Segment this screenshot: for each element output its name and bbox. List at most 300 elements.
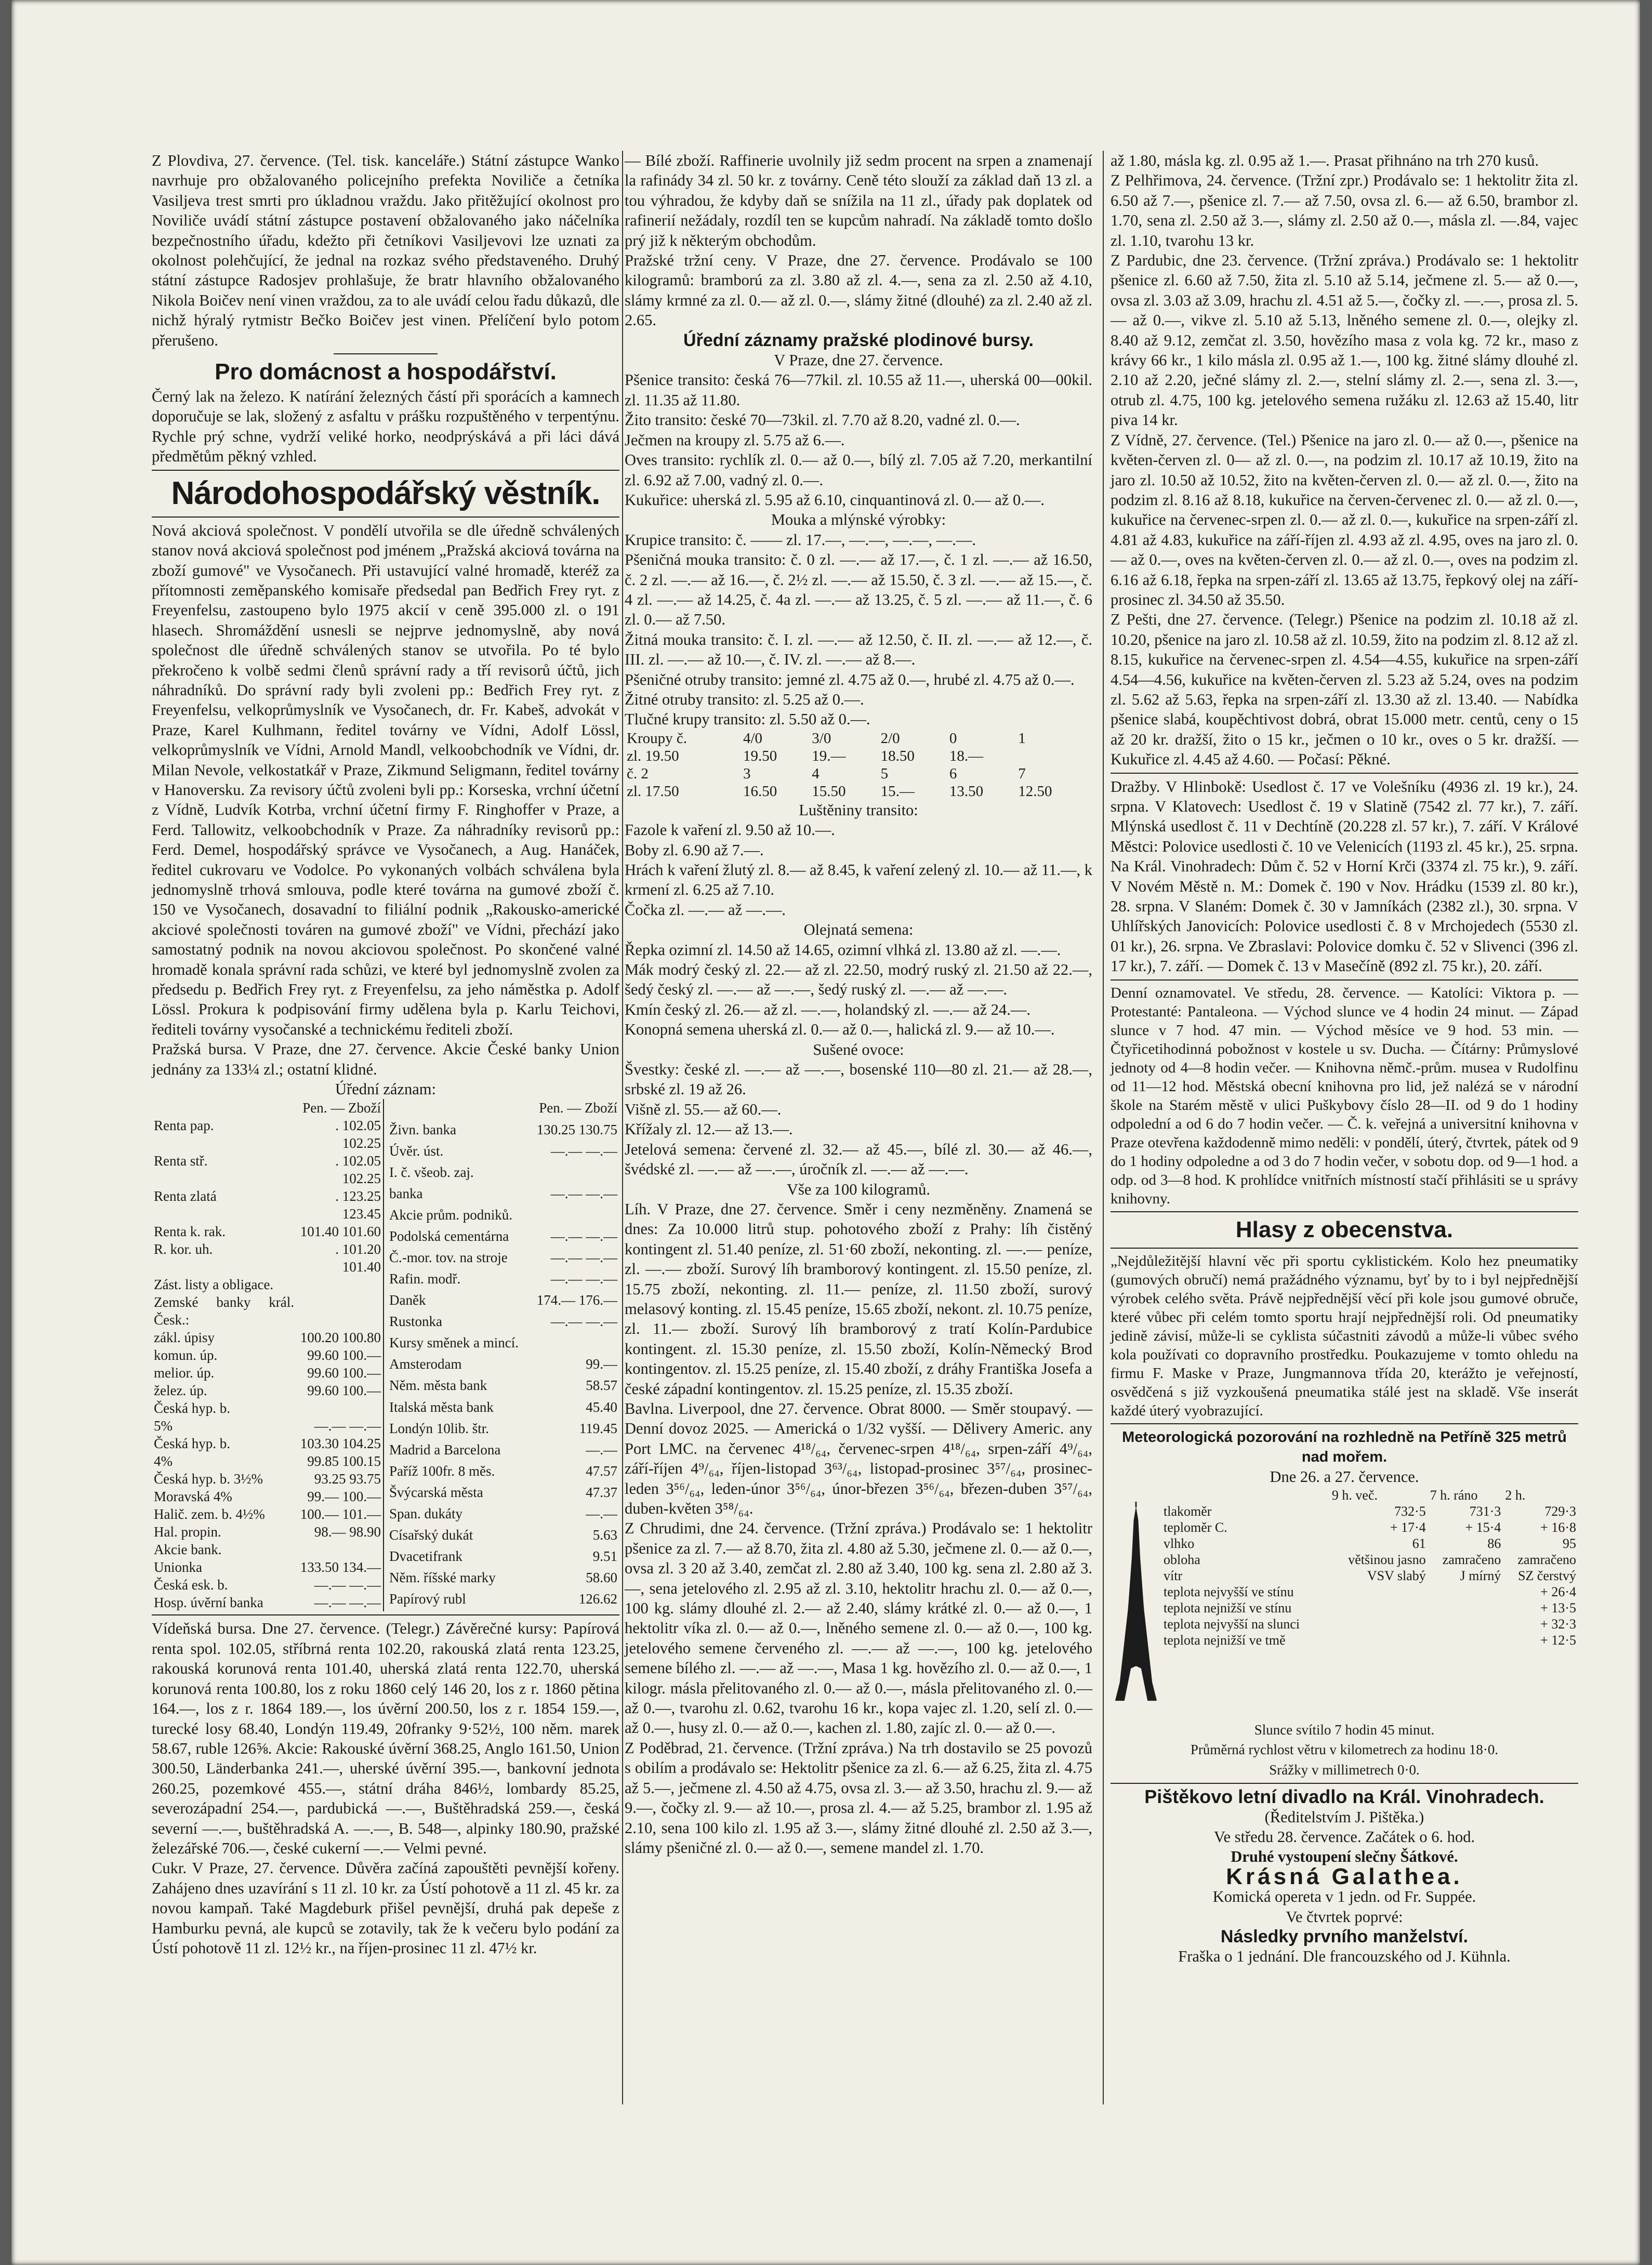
table-cell: 103.30 104.25 — [300, 1436, 381, 1452]
table-cell: + 26·4 — [1540, 1584, 1576, 1599]
table-cell: Renta pap. — [154, 1118, 214, 1134]
subheading-lusteniny: Luštěniny transito: — [799, 801, 918, 819]
price-visne: Višně zl. 55.— až 60.—. — [625, 1100, 782, 1118]
bourse-table-right — [387, 1099, 619, 1611]
table-cell: 9.51 — [592, 1548, 617, 1565]
table-cell: 5.63 — [592, 1527, 617, 1543]
table-cell: 101.40 101.60 — [300, 1224, 381, 1240]
table-row — [152, 1364, 384, 1382]
table-cell: Moravská 4% — [154, 1489, 232, 1505]
article-prazska-bursa: Pražská bursa. V Praze, dne 27. července. Akcie České banky Union jednány za 133¼ zl.; ostatní klidné. — [152, 1040, 619, 1078]
divider — [1111, 1783, 1578, 1784]
table-cell: + 32·3 — [1540, 1616, 1576, 1632]
table-cell: želez. úp. — [154, 1383, 207, 1399]
table-row — [152, 1488, 384, 1505]
subheading-susene: Sušené ovoce: — [813, 1040, 904, 1058]
table-row — [152, 1541, 384, 1558]
table-row — [387, 1142, 619, 1163]
article-plovdiv: Z Plovdiva, 27. července. (Tel. tisk. kanceláře.) Státní zástupce Wanko navrhuje pro obžalovaného policejního prefekta Noviliče a četníka Vasiljeva trest smrti pro úkladnou vraždu. Jako přitěžující okolnost pro Noviliče uvádí státní zástupce postavení obžalovaného jako náčelníka bezpečnostního úřadu, kdežto při četníkovi Vasiljevovi lze uznati za okolnost polehčující, že jednal na rozkaz svého představeného. Druhý státní zástupce Radosjev prohlašuje, že bratr hlavního obžalovaného Nikola Boičev není vinen vraždou, za to ale uvádí celou řadu důkazů, dle nichž hýralý rytmistr Bečko Boičev jest vinen. Přelíčení bylo potom přerušeno. — [152, 152, 619, 349]
petrin-tower-icon — [1111, 1489, 1161, 1718]
column-rule — [1103, 151, 1104, 2104]
table-cell: Londýn 10lib. štr. — [389, 1420, 490, 1436]
price-konopna: Konopná semena uherská zl. 0.— až 0.—, halická zl. 9.— až 10.—. — [625, 1021, 1055, 1039]
price-kukurice: Kukuřice: uherská zl. 5.95 až 6.10, cinquantinová zl. 0.— až 0.—. — [625, 491, 1045, 509]
article-cukr: Cukr. V Praze, 27. července. Důvěra začíná zapouštěti pevnější kořeny. Zahájeno dnes uzavírání s 11 zl. 10 kr. za Ústí pohotově a 11 zl. 45 kr. za novou kampaň. Také Magdeburk přišel pevnější, druhá pak depeše z Hamburku pevná, ale kupců se zotavily, tak že k večeru bylo podání za Ústí pohotově 11 zl. 12½ kr., na říjen-prosinec 11 zl. 47½ kr. — [152, 1859, 619, 1957]
table-header: 9 h. več. — [1331, 1487, 1378, 1503]
table-cell: vítr — [1164, 1568, 1183, 1583]
table-cell: 99.85 100.15 — [307, 1453, 381, 1469]
table-cell: 4% — [154, 1453, 173, 1469]
table-cell — [152, 1099, 296, 1117]
table-cell: 100.20 100.80 — [300, 1330, 381, 1346]
table-row — [387, 1398, 619, 1420]
table-cell: —.— —.— — [550, 1185, 617, 1201]
table-cell: 45.40 — [586, 1399, 617, 1415]
article-pardubice: Z Pardubic, dne 23. července. (Tržní zpráva.) Prodávalo se: 1 hektolitr pšenice zl. 6.60 až 7.50, žita zl. 5.10 až 5.14, ječmene zl. 5.— až 0.—, ovsa zl. 3.03 až 3.09, hrachu zl. 4.51 až 5.—, čočky zl. —.—, prosa zl. 5.— až 0.—, vikve zl. 5.10 až 5.13, lněného semene zl. 0.—, olejky zl. 8.40 až 9.12, zemčat zl. 3.50, hovězího masa z vola kg. 72 kr., maso z krávy 66 kr., 1 kilo másla zl. 0.95 až 1.—, 100 kg. žitné slámy dlouhé zl. 2.10 až 2.20, ječné slámy zl. 2.—, stelní slámy zl. 2.—, sena zl. 3.—, otrub zl. 4.75, 100 kg. jetelového semena ružáku zl. 12.63 až 15.40, litr piva 14 kr. — [1111, 251, 1578, 429]
table-cell: Akcie prům. podniků. — [389, 1207, 512, 1223]
table-cell: 16.50 — [743, 783, 777, 800]
table-row — [1161, 1503, 1578, 1519]
table-cell: zákl. úpisy — [154, 1330, 215, 1346]
table-cell — [296, 1541, 384, 1558]
table-cell: 47.37 — [586, 1484, 617, 1500]
column-right — [1111, 151, 1578, 1967]
table-cell: 19.50 — [743, 747, 777, 764]
table-cell: 174.— 176.— — [536, 1292, 617, 1308]
theatre-next-desc: Fraška o 1 jednání. Dle francouzského od J. Kühnla. — [1178, 1948, 1511, 1966]
table-row — [387, 1462, 619, 1483]
table-cell — [1330, 1600, 1428, 1616]
article-videnska-bursa: Vídeňská bursa. Dne 27. července. (Telegr.) Závěrečné kursy: Papírová renta spol. 102.05, stříbrná renta 102.20, rakouská zlatá renta 123.25, rakouská korunová renta 101.40, uherská zlatá renta 122.70, uherská korunová renta 100.80, los z roku 1860 celý 146 20, los z r. 1860 pětina 164.—, los z r. 1864 189.—, los úvěrní 200.50, los z r. 1854 159.—, turecké losy 68.40, Londýn 119.49, 20franky 9·52½, 100 něm. marek 58.67, ruble 126⅝. Akcie: Rakouské úvěrní 368.25, Anglo 161.50, Union 300.50, Länderbanka 241.—, uherské úvěrní 395.—, bankovní jednota 260.25, pozemkové 455.—, státní dráha 846½, lombardy 85.25, severozápadní 254.—, pardubická —.—, Buštěhradská 259.—, česká severní —.—, buštěhradská A. —.—, B. 548—, alpinky 180.90, pražské železářské 706.—, české cukerní —.— Velmi pevné. — [152, 1620, 619, 1857]
table-cell — [529, 1206, 619, 1227]
article-hlasy: „Nejdůležitější hlavní věc při sportu cyklistickém. Kolo hez pneumatiky (gumových obručí) nemá pražádného významu, byť by to i byl nejpřednější výrobek celého světa. Právě nejpřednější věcí při kole jsou gumové obruče, které vůbec při celém tomto sportu hrají nejpřednější roli. Od pneumatiky jedině závisí, může-li se cyklista súčastniti závodů a může-li vůbec svého kola používati co dopravního prostředku. Poukazujeme v tomto ohledu na firmu F. Maske v Praze, Jungmannova třída 20, kterážto je veřejností, osvědčená s již vyzkoušená pneumatika stálé jest na skladě. Vše inserát každé úterý vyobrazující. — [1111, 1252, 1578, 1419]
table-cell: teplota nejnižší ve stínu — [1164, 1600, 1292, 1615]
price-psenicna-mouka: Pšeničná mouka transito: č. 0 zl. —.— až 17.—, č. 1 zl. —.— až 16.50, č. 2 zl. —.— až 16.—, č. 2½ zl. —.— až 15.50, č. 3 zl. —.— až 15.—, č. 4 zl. —.— až 14.25, č. 4a zl. —.— až 13.25, č. 5 zl. —.— až 11.—, č. 6 zl. 0.— až 7.50. — [625, 551, 1092, 629]
table-cell: I. č. všeob. zaj. — [389, 1164, 474, 1180]
table-cell: 19.— — [812, 747, 846, 764]
table-cell: Renta stř. — [154, 1153, 208, 1169]
table-cell: Renta k. rak. — [154, 1224, 226, 1240]
dateline: V Praze, dne 27. července. — [774, 351, 943, 369]
table-row — [152, 1417, 384, 1435]
table-cell: 13.50 — [949, 783, 984, 800]
table-header — [1161, 1487, 1330, 1503]
table-row — [152, 1594, 384, 1611]
table-row — [387, 1441, 619, 1462]
section-heading-domacnost: Pro domácnost a hospodářství. — [215, 359, 557, 385]
table-cell: obloha — [1164, 1552, 1200, 1567]
table-cell: vlhko — [1164, 1535, 1195, 1551]
theatre-direction: (Ředitelstvím J. Pištěka.) — [1264, 1808, 1424, 1826]
table-cell: Madrid a Barcelona — [389, 1441, 501, 1458]
table-cell: 18.50 — [880, 747, 915, 764]
article-bile-zbozi: — Bílé zboží. Raffinerie uvolnily již sedm procent na srpen a znamenají la rafinády 34 zl. 50 kr. z továrny. Ceně této slouží za základ daň 13 zl. a tou výhradou, že kdyby daň se snížila na 11 zl., úřady pak doplatek od rafinerií nežádaly, rozdíl ten se kupcům nahradí. Na základě tomto došlo prý již k některým obchodům. — [625, 152, 1092, 249]
table-cell: teplota nejvyšší na slunci — [1164, 1616, 1300, 1632]
table-cell: 47.57 — [586, 1463, 617, 1479]
table-row — [1161, 1568, 1578, 1584]
table-row — [152, 1223, 384, 1240]
table-header: 2 h. — [1505, 1487, 1526, 1503]
table-cell: 732·5 — [1394, 1503, 1426, 1519]
table-row — [387, 1483, 619, 1505]
table-cell: 4 — [812, 765, 820, 782]
table-cell: —.— — [586, 1441, 617, 1458]
table-cell: 2/0 — [880, 730, 900, 747]
table-cell: . 102.05 102.25 — [335, 1118, 381, 1151]
table-cell: 12.50 — [1018, 783, 1052, 800]
table-row — [152, 1399, 384, 1417]
article-denni-oznamovatel: Denní oznamovatel. Ve středu, 28. července. — Katolíci: Viktora p. — Protestanté: Pantaleona. — Východ slunce ve 4 hodin 24 minut. — Západ slunce v 7 hod. 47 min. — Východ měsíce ve 9 hod. 53 min. — Čtyřicetihodinná pobožnost v kostele u sv. Ducha. — Čítárny: Průmyslové jednoty od 4—8 hodin večer. — Knihovna němč.-prům. musea v Rudolfinu od 11—12 hod. Městská obecní knihovna pro lid, jež nalézá se v národní škole na Starém městě v ulici Puškybovy číslo 28—II. od 9 do 1 hodiny odpolední a od 6 do 7 hodin večer. — Č. k. veřejná a universitní knihovna v Praze otevřena každodenně mimo neděli: v pondělí, úterý, čtvrtek, pátek od 9 do 1 hodiny odpoledne a od 3 do 7 hodin večer, v sobotu dop. od 9—1 hod. a odp. od 3—8 hod. K prohlídce vnitřních místností stačí přihlásiti se u správy knihovny. — [1111, 984, 1578, 1207]
table-row — [152, 1187, 384, 1223]
table-cell: —.— —.— — [550, 1314, 617, 1330]
table-row — [387, 1291, 619, 1313]
table-cell: 15.— — [880, 783, 915, 800]
table-row — [152, 1435, 384, 1452]
table-row — [1161, 1519, 1578, 1535]
meteo-table — [1161, 1487, 1578, 1648]
table-row — [387, 1334, 619, 1355]
table-cell: —.— —.— — [314, 1595, 381, 1611]
table-row — [152, 1276, 384, 1293]
table-cell: Něm. říšské marky — [389, 1570, 496, 1586]
table-cell: Česká hyp. b. 3½% — [154, 1471, 263, 1487]
table-row — [152, 1576, 384, 1594]
table-cell: Č.-mor. tov. na stroje — [389, 1250, 508, 1266]
theatre-next: Ve čtvrtek poprvé: — [1286, 1908, 1403, 1926]
table-cell: VSV slabý — [1367, 1568, 1426, 1583]
theatre-play-desc: Komická opereta v 1 jedn. od Fr. Suppée. — [1212, 1888, 1476, 1906]
table-row — [152, 1346, 384, 1364]
table-heading: Úřední záznam: — [335, 1080, 436, 1098]
article-trzni-ceny: Pražské tržní ceny. V Praze, dne 27. července. Prodávalo se 100 kilogramů: bramború za zl. 3.80 až zl. 4.—, sena za zl. 2.50 až 4.10, slámy krmné za zl. 0.— až zl. 0.—, slámy žitné (dlouhé) za zl. 2.40 až zl. 2.65. — [625, 251, 1092, 329]
table-cell: komun. úp. — [154, 1347, 218, 1363]
table-cell: —.— —.— — [314, 1418, 381, 1434]
divider — [1111, 1423, 1578, 1424]
table-row — [387, 1526, 619, 1547]
table-cell: 99.— — [586, 1356, 617, 1372]
divider — [152, 470, 619, 471]
table-cell: Pen. — Zboží — [302, 1100, 381, 1116]
table-cell: 133.50 134.— — [300, 1559, 381, 1575]
price-psenice: Pšenice transito: česká 76—77kil. zl. 10.55 až 11.—, uherská 00—00kil. zl. 11.35 až 11.80. — [625, 371, 1092, 409]
table-cell: 119.45 — [579, 1420, 617, 1436]
table-cell: 100.— 101.— — [300, 1506, 381, 1522]
table-cell: 61 — [1412, 1535, 1426, 1551]
subheading-olejnata: Olejnatá semena: — [803, 921, 914, 939]
table-cell: —.— — [586, 1505, 617, 1521]
price-cocka: Čočka zl. —.— až —.—. — [625, 900, 786, 919]
table-cell — [296, 1293, 384, 1329]
table-cell: 729·3 — [1544, 1503, 1576, 1519]
divider — [1111, 1248, 1578, 1249]
column-rule — [622, 151, 623, 2104]
price-krupice: Krupice transito: č. —— zl. 17.—, —.—, —.—, —.—. — [625, 531, 976, 549]
price-otruby: Pšeničné otruby transito: jemné zl. 4.75 až 0.—, hrubé zl. 4.75 až 0.—. — [625, 670, 1075, 688]
meteo-block — [1111, 1487, 1578, 1720]
table-cell: J mírný — [1460, 1568, 1501, 1583]
table-cell: Paříž 100fr. 8 měs. — [389, 1463, 495, 1479]
kroupy-table — [625, 730, 1092, 800]
article-pest: Z Pešti, dne 27. července. (Telegr.) Pšenice na podzim zl. 10.18 až zl. 10.20, pšenice na jaro zl. 10.58 až zl. 10.59, žito na podzim zl. 8.12 až zl. 8.15, kukuřice na červenec-srpen zl. 4.54—4.55, kukuřice na srpen-září 4.54—4.56, kukuřice na květen-červen zl. 5.23 až 5.24, oves na podzim zl. 5.62 až 5.63, řepka na srpen-září zl. 13.30 až zl. 13.40. — Nabídka pšenice slabá, koupěchtivost dobrá, obrat 15.000 metr. centů, ceny o 15 až 20 kr. dražší, žito o 15 kr., ječmen o 10 kr., oves o 5 kr. dražší. — Kukuřice zl. 4.45 až 4.60. — Počasí: Pěkné. — [1111, 611, 1578, 769]
table-cell: Rafin. modř. — [389, 1271, 461, 1287]
table-cell: 0 — [949, 730, 957, 747]
table-row — [152, 1452, 384, 1470]
table-cell: 58.57 — [586, 1377, 617, 1394]
bourse-table-left — [152, 1099, 384, 1611]
table-row — [387, 1569, 619, 1590]
newspaper-page — [11, 0, 1640, 2265]
table-cell: Amsterodam — [389, 1356, 462, 1372]
table-row — [387, 1313, 619, 1334]
table-cell: Rustonka — [389, 1314, 443, 1330]
table-cell: teplota nejvyšší ve stínu — [1164, 1584, 1294, 1599]
table-cell: —.— —.— — [550, 1271, 617, 1287]
article-spolecnost: Nová akciová společnost. V pondělí utvořila se dle úředně schválených stanov nová akciová společnost pod jménem „Pražská akciová továrna na zboží gumové" ve Vysočanech. Při ustavující valné hromadě, kteréž za přítomnosti zeměpanského komisaře předsedal pan Bedřich Frey ryt. z Freyenfelsu, zastoupeno bylo 1975 akcií v ceně 395.000 zl. o 191 hlasech. Shromáždění usnesli se nejprve jednomyslně, aby nová společnost dle úředně schválených stanov se utvořila. Po té bylo překročeno k volbě sedmi členů správní rady a tří revisorů účtů, jich náhradníků. Do správní rady byli zvoleni pp.: Bedřich Frey ryt. z Freyenfelsu, velkoprůmyslník ve Vysočanech, dr. Fr. Kabeš, advokát v Praze, Karel Kulhmann, ředitel továrny ve Vídni, Adolf Lössl, velkoprůmyslník ve Vídni, Arnold Mandl, velkoobchodník ve Vídni, dr. Milan Nevole, velkostatkář v Praze, Zikmund Seligmann, ředitel továrny v Hanoversku. Za revisory účtů zvoleni byli pp.: Korseska, vrchní účetní z Vídně, Ludvík Kotrba, vrchní účetní firmy F. Ringhoffer v Praze, a Ferd. Tallowitz, velkoobchodník v Praze. Za náhradníky revisorů pp.: Ferd. Demel, hospodářský správce ve Vysočanech, a Aug. Hanáček, ředitel cukrovaru ve Vodolce. Po vykonaných volbách schválena byla jednomyslně trhová smlouva, podle které továrna na gumové zboží č. 150 ve Vysočanech, dosavadní to filiální podnik „Rakousko-americké akciové společnosti továren na gumové zboží" ve Vídni, přechází jako samostatný podnik na novou akciovou společnost. Po skončené valné hromadě konala správní rada schůzi, ve které byl jednomyslně zvolen za předsedu p. Bedřich Frey ryt. z Freyenfelsu, za jeho náměstka p. Adolf Lössl. Prokura k podpisování firmy udělena byla p. Karlu Teichovi, řediteli továrny vysočanské a technickému řediteli zboží. — [152, 521, 619, 1038]
table-cell: 93.25 93.75 — [314, 1471, 381, 1487]
table-cell: Podolská cementárna — [389, 1228, 509, 1244]
table-cell: 58.60 — [586, 1570, 617, 1586]
meteo-date: Dne 26. a 27. července. — [1270, 1468, 1419, 1486]
table-cell: + 13·5 — [1540, 1600, 1576, 1615]
table-row — [152, 1293, 384, 1329]
table-cell: . 123.25 123.45 — [335, 1188, 381, 1222]
table-cell: 15.50 — [812, 783, 846, 800]
subheading-mouka: Mouka a mlýnské výrobky: — [771, 511, 946, 529]
table-cell: 5% — [154, 1418, 173, 1434]
table-row — [1161, 1535, 1578, 1552]
table-cell: 3 — [743, 765, 751, 782]
table-cell: Švýcarská města — [389, 1484, 483, 1500]
table-cell: Unionka — [154, 1559, 202, 1575]
table-cell: 95 — [1563, 1535, 1576, 1551]
table-row — [152, 1099, 384, 1117]
table-cell: + 12·5 — [1540, 1632, 1576, 1648]
table-cell: 99.— 100.— — [307, 1489, 381, 1505]
table-cell: Italská města bank — [389, 1399, 494, 1415]
theatre-note: Druhé vystoupení slečny Šátkové. — [1231, 1848, 1458, 1866]
table-cell — [296, 1399, 384, 1417]
price-boby: Boby zl. 6.90 až 7.—. — [625, 841, 764, 859]
table-cell: —.— —.— — [550, 1143, 617, 1159]
table-cell: 126.62 — [578, 1591, 617, 1607]
price-jecmen: Ječmen na kroupy zl. 5.75 až 6.—. — [625, 431, 845, 449]
table-cell — [1428, 1632, 1503, 1648]
table-cell: Akcie bank. — [154, 1542, 222, 1558]
table-row — [1161, 1632, 1578, 1648]
meteo-footnote: Srážky v millimetrech 0·0. — [1269, 1761, 1420, 1778]
column-left — [152, 151, 619, 1958]
section-heading-vestnik: Národohospodářský věstník. — [171, 475, 600, 511]
table-row — [387, 1547, 619, 1569]
kroupy-label: Kroupy č. — [627, 730, 687, 747]
table-row — [152, 1117, 384, 1152]
price-zitna-mouka: Žitná mouka transito: č. I. zl. —.— až 12.50, č. II. zl. —.— až 12.—, č. III. zl. —.— až 10.—, č. IV. zl. —.— až 8.—. — [625, 630, 1092, 669]
table-header: 7 h. ráno — [1430, 1487, 1478, 1503]
table-row — [387, 1206, 619, 1227]
article-viden: Z Vídně, 27. července. (Tel.) Pšenice na jaro zl. 0.— až 0.—, pšenice na květen-červen zl. 0— až zl. 0.—, na podzim zl. 10.17 až 10.19, žito na jaro zl. 10.50 až 10.52, žito na květen-červen zl. 0.— až zl. 0.—, žito na podzim zl. 8.16 až 8.18, kukuřice na červen-červenec zl. 0.— až zl. 0.—, kukuřice na červenec-srpen zl. 0.— až zl. 0.—, kukuřice na srpen-září zl. 4.81 až 4.83, kukuřice na září-říjen zl. 4.93 až zl. 4.95, oves na jaro zl. 0.— až 0.—, oves na květen-červen zl. 0.— až zl. 0.—, oves na podzim zl. 6.16 až 6.18, řepka na srpen-září zl. 13.65 až 13.75, řepkový olej na září-prosinec zl. 34.50 až 35.50. — [1111, 431, 1578, 608]
table-row — [1161, 1600, 1578, 1616]
table-row — [387, 1121, 619, 1142]
price-jetelova: Jetelová semena: červené zl. 32.— až 45.—, bílé zl. 30.— až 46.—, švédské zl. —.— až —.—, úročník zl. —.— až —.—. — [625, 1140, 1092, 1178]
table-cell: zamračeno — [1517, 1552, 1576, 1567]
price-mak: Mák modrý český zl. 22.— až zl. 22.50, modrý ruský zl. 21.50 až 22.—, šedý český zl. —.— až —.—, šedý ruský zl. —.— až —.—. — [625, 961, 1092, 999]
table-cell: Hosp. úvěrní banka — [154, 1595, 263, 1611]
table-cell: 18.— — [949, 747, 984, 764]
divider — [152, 516, 619, 518]
table-cell: . 102.05 102.25 — [335, 1153, 381, 1187]
table-cell: zl. 17.50 — [627, 783, 679, 800]
divider — [152, 1614, 619, 1615]
table-cell: zamračeno — [1442, 1552, 1501, 1567]
price-zitne-otruby: Žitné otruby transito: zl. 5.25 až 0.—. — [625, 690, 864, 708]
table-row — [152, 1382, 384, 1399]
table-cell: SZ čerstvý — [1518, 1568, 1576, 1583]
article-podebrad: Z Poděbrad, 21. července. (Tržní zpráva.) Na trh dostavilo se 25 povozů s obilím a prodávalo se: Hektolitr pšenice za zl. 6.— až 6.25, žita zl. 4.75 až 5.—, ječmene zl. 4.50 až 4.75, ovsa zl. 3.— až 3.50, hrachu zl. 9.— až 9.—, čočky zl. 9.— až 10.—, prosa zl. 4.— až 5.25, brambor zl. 1.95 až 2.10, sena 100 kilo zl. 1.95 až 3.—, slámy žitné dlouhé zl. 2.50 až 3.—, slámy pšeničné zl. 0.— až 0.—, semene mandel zl. 1.70. — [625, 1739, 1092, 1857]
table-row — [152, 1558, 384, 1576]
table-cell: teploměr C. — [1164, 1519, 1227, 1535]
table-cell: 99.60 100.— — [307, 1347, 381, 1363]
table-cell: Hal. propin. — [154, 1524, 221, 1540]
table-cell: —.— —.— — [550, 1228, 617, 1244]
table-row — [152, 1523, 384, 1541]
table-row — [152, 1329, 384, 1346]
table-cell: Halič. zem. b. 4½% — [154, 1506, 265, 1522]
table-row — [387, 1249, 619, 1270]
note-vse: Vše za 100 kilogramů. — [786, 1180, 931, 1198]
section-heading-plodiny: Úřední záznamy pražské plodinové bursy. — [683, 330, 1034, 350]
table-cell: Něm. města bank — [389, 1377, 487, 1394]
table-cell — [387, 1099, 529, 1120]
table-cell: teplota nejnižší ve tmě — [1164, 1632, 1286, 1648]
price-zito: Žito transito: české 70—73kil. zl. 7.70 až 8.20, vadné zl. 0.—. — [625, 411, 1020, 429]
price-tlucne: Tlučné krupy transito: zl. 5.50 až 0.—. — [625, 710, 870, 728]
price-kmin: Kmín český zl. 26.— až zl. —.—, holandský zl. —.— až 24.—. — [625, 1000, 1030, 1018]
meteo-heading: Meteorologická pozorování na rozhledně na Petříně 325 metrů nad mořem. — [1122, 1428, 1567, 1466]
table-row — [387, 1376, 619, 1398]
table-cell: Daněk — [389, 1292, 426, 1308]
table-row — [152, 1152, 384, 1187]
table-row — [387, 1355, 619, 1376]
article-bavlna: Bavlna. Liverpool, dne 27. července. Obrat 8000. — Směr stoupavý. — Denní dovoz 2025. — Americká o 1/32 vyšší. — Dělivery Americ. any Port LMC. na červenec 4¹⁸/₆₄, červenec-srpen 4¹⁸/₆₄, srpen-září 4⁹/₆₄, září-říjen 4⁹/₆₄, říjen-listopad 3⁶³/₆₄, listopad-prosinec 3⁵⁷/₆₄, prosinec-leden 3⁵⁶/₆₄, leden-únor 3⁵⁶/₆₄, únor-březen 3⁵⁶/₆₄, březen-duben 3⁵⁷/₆₄, duben-květen 3⁵⁸/₆₄. — [625, 1399, 1092, 1517]
table-cell: —.— —.— — [314, 1577, 381, 1593]
divider — [334, 353, 438, 354]
table-cell: melior. úp. — [154, 1365, 215, 1381]
table-row — [387, 1270, 619, 1291]
table-row — [387, 1590, 619, 1611]
table-cell: + 15·4 — [1465, 1519, 1501, 1535]
table-cell: 99.60 100.— — [307, 1365, 381, 1381]
table-cell — [296, 1276, 384, 1293]
table-cell: Zást. listy a obligace. — [154, 1277, 274, 1293]
table-cell: R. kor. uh. — [154, 1241, 213, 1257]
theatre-next-title: Následky prvního manželství. — [1220, 1926, 1469, 1946]
table-cell: + 16·8 — [1540, 1519, 1576, 1535]
article-lih: Líh. V Praze, dne 27. července. Směr i ceny nezměněny. Znamená se dnes: Za 10.000 litrů stup. pohotového zboží z Prahy: líh čistěný kontingent zl. 51.40 peníze, zl. 51·60 zboží, nekonting. zl. —.— peníze, zl. —.— zboží. Surový líh bramborový kontingent. zl. 15.50 peníze, zl. 15.75 zboží, nekonting. zl. 11.— peníze, zl. 11.50 zboží, surový melasový konting. zl. 15.45 peníze, 15.65 zboží, nekont. zl. 10.75 peníze, zl. 11.— zboží. Surový líh bramborový z tratí Kolín-Pardubice kontingent. zl. 15.30 peníze, zl. 15.50 zboží, Kolín-Německý Brod kontingentov. zl. 15.25 peníze, zl. 15.40 zboží, z dráhy Františka Josefa a české západní kontingentov. zl. 15.25 peníze, zl. 15.35 zboží. — [625, 1200, 1092, 1398]
table-cell: zl. 19.50 — [627, 747, 679, 764]
table-cell — [1330, 1584, 1428, 1600]
table-cell: Span. dukáty — [389, 1505, 462, 1521]
table-cell: 7 — [1018, 765, 1026, 782]
table-cell: Živn. banka — [389, 1121, 456, 1137]
table-row — [387, 1420, 619, 1441]
table-cell: 731·3 — [1469, 1503, 1501, 1519]
table-cell — [529, 1163, 619, 1185]
table-row — [387, 1227, 619, 1249]
price-krizaly: Křížaly zl. 12.— až 13.—. — [625, 1120, 793, 1138]
table-cell — [1330, 1616, 1428, 1632]
table-row — [152, 1240, 384, 1276]
table-cell: Česká hyp. b. — [154, 1400, 230, 1416]
price-hrach: Hrách k vaření žlutý zl. 8.— až 8.45, k vaření zelený zl. 10.— až 11.—, k krmení zl. 6.25 až 7.10. — [625, 861, 1092, 899]
table-cell: 5 — [880, 765, 889, 782]
table-row — [152, 1505, 384, 1523]
price-svestky: Švestky: české zl. —.— až —.—, bosenské 110—80 zl. 21.— až 28.—, srbské zl. 19 až 26. — [625, 1061, 1092, 1098]
table-row — [1161, 1552, 1578, 1568]
table-cell: 4/0 — [743, 730, 763, 747]
table-cell — [1330, 1632, 1428, 1648]
table-cell: Česká esk. b. — [154, 1577, 228, 1593]
table-cell: Kursy směnek a mincí. — [389, 1335, 519, 1351]
table-cell: Zemské banky král. Česk.: — [154, 1294, 294, 1328]
meteo-footnote: Slunce svítilo 7 hodin 45 minut. — [1254, 1721, 1435, 1738]
table-cell: většinou jasno — [1348, 1552, 1426, 1567]
section-heading-hlasy: Hlasy z obecenstva. — [1235, 1216, 1453, 1242]
article-lak: Černý lak na železo. K natírání železných částí při sporácích a kamnech doporučuje se lak, složený z asfaltu v prášku rozpuštěného v terpentýnu. Rychle prý schne, vydrží veliké horko, neodprýskává a při láci dává předmětům pěkný vzhled. — [152, 388, 619, 466]
table-cell: Renta zlatá — [154, 1188, 217, 1204]
table-cell: Dvacetifrank — [389, 1548, 462, 1565]
theatre-play-title: Krásná Galathea. — [1226, 1863, 1463, 1889]
table-cell: 86 — [1487, 1535, 1501, 1551]
table-row — [152, 1470, 384, 1488]
divider — [1111, 979, 1578, 981]
table-cell: 98.— 98.90 — [314, 1524, 381, 1540]
meteo-footnote: Průměrná rychlost větru v kilometrech za hodinu 18·0. — [1190, 1742, 1499, 1758]
table-cell: 6 — [949, 765, 957, 782]
divider — [1111, 773, 1578, 774]
table-cell: Pen. — Zboží — [539, 1100, 617, 1116]
theatre-heading: Pištěkovo letní divadlo na Král. Vinohradech. — [1144, 1786, 1544, 1808]
table-row — [1161, 1616, 1578, 1632]
table-cell: Úvěr. úst. — [389, 1143, 444, 1159]
table-row — [387, 1505, 619, 1526]
table-cell: 1 — [1018, 730, 1026, 747]
article-chrudim: Z Chrudimi, dne 24. července. (Tržní zpráva.) Prodávalo se: 1 hektolitr pšenice za zl. 7.— až 8.70, žita zl. 4.80 až 5.30, ječmene zl. 0.— až 0.—, ovsa zl. 3 20 až 3.40, zemčat zl. 2.80 až 3.40, 100 kg. sena zl. 2.80 až 3.—, sena jetelového zl. 2.95 až zl. 3.10, hektolitr hrachu zl. 0.— až 0.—, 100 kg. slámy dlouhé zl. 2.— až 2.40, slámy krátké zl. 0.— až 0.—, 1 hektolitr víka zl. 0.— až 0.—, lněného semene zl. 0.— až 0.—, 100 kg. jetelového semene červeného zl. —.— až —.—, 100 kg. jetelového semene bílého zl. —.— až —.—, Masa 1 kg. hovězího zl. 0.— až 0.—, 1 kilogr. másla přelitovaného zl. 0.— až 0.—, másla přelitovaného zl. 0.— až 0.—, tvarohu zl. 0.62, tvarohu 16 kr., kopa vajec zl. 1.20, selí zl. 0.— až 0.—, husy zl. 0.— až 0.—, kachen zl. 1.80, zajíc zl. 0.— až 0.—. — [625, 1519, 1092, 1737]
table-cell — [1428, 1616, 1503, 1632]
table-cell: 99.60 100.— — [307, 1383, 381, 1399]
table-cell — [529, 1334, 619, 1355]
price-oves: Oves transito: rychlík zl. 0.— až 0.—, bílý zl. 7.05 až 7.20, merkantilní zl. 6.92 až 7.00, vadný zl. 0.—. — [625, 451, 1092, 489]
divider — [1111, 1211, 1578, 1212]
table-cell: + 17·4 — [1390, 1519, 1426, 1535]
table-cell: . 101.20 101.40 — [335, 1241, 381, 1275]
table-cell: tlakoměr — [1164, 1503, 1212, 1519]
price-fazole: Fazole k vaření zl. 9.50 až 10.—. — [625, 821, 835, 839]
table-row — [387, 1163, 619, 1185]
table-cell: 130.25 130.75 — [536, 1121, 617, 1137]
table-cell — [1428, 1600, 1503, 1616]
price-repka: Řepka ozimní zl. 14.50 až 14.65, ozimní vlhká zl. 13.80 až zl. —.—. — [625, 941, 1061, 959]
table-cell: —.— —.— — [550, 1250, 617, 1266]
table-cell: Česká hyp. b. — [154, 1436, 230, 1452]
table-row — [387, 1099, 619, 1120]
table-cell: Papírový rubl — [389, 1591, 466, 1607]
table-cell: Císařský dukát — [389, 1527, 473, 1543]
table-cell: 3/0 — [812, 730, 831, 747]
article-continued: až 1.80, másla kg. zl. 0.95 až 1.—. Prasat přihnáno na trh 270 kusů. — [1111, 152, 1539, 169]
table-cell — [1428, 1584, 1503, 1600]
table-row — [387, 1185, 619, 1206]
table-cell: č. 2 — [627, 765, 649, 782]
